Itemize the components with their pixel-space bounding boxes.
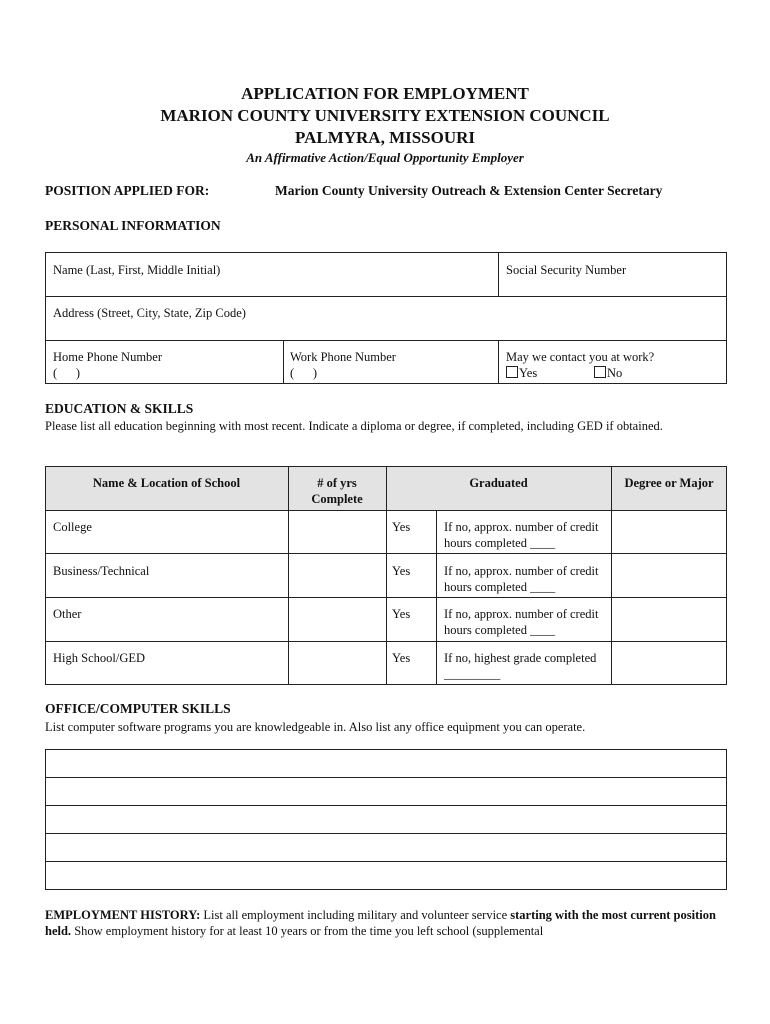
col-years-header: # of yrs Complete bbox=[311, 476, 363, 506]
edu-row-other-yes[interactable]: Yes bbox=[392, 607, 411, 621]
organization-location: PALMYRA, MISSOURI bbox=[294, 128, 476, 147]
contact-yes-checkbox[interactable] bbox=[506, 366, 518, 378]
contact-yes-label: Yes bbox=[519, 366, 538, 380]
edu-row-other-name: Other bbox=[53, 607, 82, 621]
home-phone-field[interactable]: ( ) bbox=[53, 366, 81, 380]
edu-row-highschool-note: If no, highest grade completed _________ bbox=[444, 651, 597, 681]
edu-row-business-name: Business/Technical bbox=[53, 564, 150, 578]
education-instructions: Please list all education beginning with most recent. Indicate a diploma or degree, if completed, including GED if obtained. bbox=[45, 419, 663, 433]
col-school-header: Name & Location of School bbox=[92, 476, 241, 490]
computer-skills-line-1[interactable] bbox=[46, 750, 726, 777]
eeo-statement: An Affirmative Action/Equal Opportunity Employer bbox=[246, 150, 524, 165]
edu-row-business-yes[interactable]: Yes bbox=[392, 564, 411, 578]
contact-no-checkbox[interactable] bbox=[594, 366, 606, 378]
edu-row-business-note: If no, approx. number of credit hours completed ____ bbox=[444, 564, 599, 594]
education-heading: EDUCATION & SKILLS bbox=[45, 401, 194, 416]
home-phone-label: Home Phone Number bbox=[53, 350, 163, 364]
ssn-field[interactable]: Social Security Number bbox=[506, 263, 627, 277]
computer-skills-line-2[interactable] bbox=[46, 778, 726, 805]
name-field[interactable]: Name (Last, First, Middle Initial) bbox=[53, 263, 221, 277]
form-title: APPLICATION FOR EMPLOYMENT bbox=[241, 84, 529, 103]
work-phone-label: Work Phone Number bbox=[290, 350, 396, 364]
address-field[interactable]: Address (Street, City, State, Zip Code) bbox=[53, 306, 246, 320]
col-degree-header: Degree or Major bbox=[624, 476, 714, 490]
work-phone-field[interactable]: ( ) bbox=[290, 366, 318, 380]
employment-text-2: Show employment history for at least 10 years or from the time you left school (supplemental bbox=[71, 924, 544, 938]
edu-row-other-note: If no, approx. number of credit hours completed ____ bbox=[444, 607, 599, 637]
edu-row-college-note: If no, approx. number of credit hours completed ____ bbox=[444, 520, 599, 550]
computer-skills-instructions: List computer software programs you are knowledgeable in. Also list any office equipment you can operate. bbox=[45, 720, 586, 734]
contact-at-work-label: May we contact you at work? bbox=[506, 350, 655, 364]
position-label: POSITION APPLIED FOR: bbox=[45, 183, 210, 198]
edu-row-college-yes[interactable]: Yes bbox=[392, 520, 411, 534]
employment-history-intro bbox=[45, 907, 735, 939]
col-graduated-header: Graduated bbox=[469, 476, 528, 490]
computer-skills-line-5[interactable] bbox=[46, 862, 726, 889]
personal-info-heading: PERSONAL INFORMATION bbox=[45, 218, 221, 233]
computer-skills-heading: OFFICE/COMPUTER SKILLS bbox=[45, 701, 231, 716]
employment-text-1: List all employment including military and volunteer service bbox=[200, 908, 511, 922]
employment-bold-1: starting with the most current position held. bbox=[45, 908, 716, 938]
edu-row-college-name: College bbox=[53, 520, 92, 534]
computer-skills-line-3[interactable] bbox=[46, 806, 726, 833]
edu-row-highschool-yes[interactable]: Yes bbox=[392, 651, 411, 665]
position-value: Marion County University Outreach & Extension Center Secretary bbox=[275, 183, 663, 198]
contact-no-label: No bbox=[607, 366, 623, 380]
employment-history-label: EMPLOYMENT HISTORY: bbox=[45, 908, 201, 922]
organization-name: MARION COUNTY UNIVERSITY EXTENSION COUNCIL bbox=[160, 106, 610, 125]
computer-skills-line-4[interactable] bbox=[46, 834, 726, 861]
edu-row-highschool-name: High School/GED bbox=[53, 651, 146, 665]
